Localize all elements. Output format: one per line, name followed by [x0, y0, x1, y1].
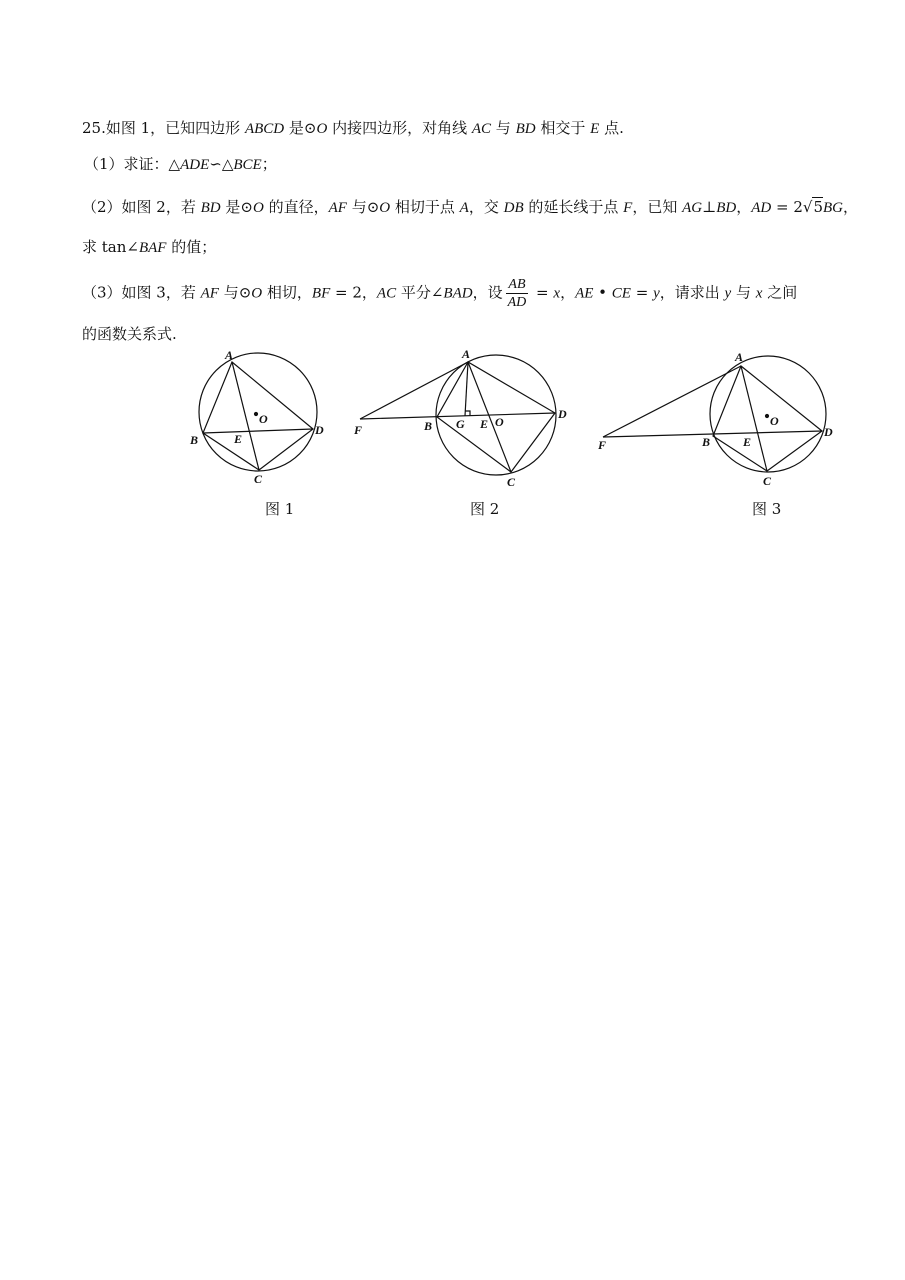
problem-intro: 25.如图 1，已知四边形 ABCD 是⊙O 内接四边形，对角线 AC 与 BD 相交于 E 点.	[82, 119, 624, 137]
fraction-ab-ad: $\frac{AB}{AD}$	[507, 277, 527, 310]
figure-3-labels	[597, 350, 833, 488]
fig1-quadrilateral	[203, 362, 313, 470]
fig3-label-a: A	[735, 350, 744, 364]
fig2-label-f: F	[354, 423, 363, 437]
fig2-label-e: E	[480, 417, 489, 431]
fig1-label-e: E	[234, 432, 243, 446]
fig1-label-o: O	[259, 412, 268, 426]
part-1: （1）求证：△ADE∽△BCE；	[84, 155, 277, 173]
fig2-label-c: C	[507, 475, 516, 489]
fig1-diagonal-ac	[232, 362, 259, 470]
fig3-label-b: B	[702, 435, 711, 449]
fig2-label-o: O	[495, 415, 504, 429]
figure-1	[199, 353, 317, 471]
figure-3-caption: 图 3	[752, 500, 782, 518]
fig1-label-b: B	[190, 433, 199, 447]
fig1-label-c: C	[254, 472, 263, 486]
fig2-label-b: B	[424, 419, 433, 433]
fig2-label-a: A	[462, 347, 471, 361]
part-3-line-1: （3）如图 3，若 AF 与⊙O 相切，BF = 2，AC 平分∠BAD，设 $\frac{AB}{AD}$ = x，AE • CE = y，请求出 y 与 x 之间	[82, 277, 798, 310]
figure-2	[360, 355, 556, 475]
fig3-label-o: O	[770, 414, 779, 428]
part-2-line-1: （2）如图 2，若 BD 是⊙O 的直径，AF 与⊙O 相切于点 A，交 DB 的延长线于点 F，已知 AG⊥BD，AD = 2√5BG，	[82, 198, 859, 216]
fig1-center-dot	[255, 413, 258, 416]
fig1-circle	[199, 353, 317, 471]
fig3-diagonal-ac	[741, 366, 767, 471]
part-3-line-2: 的函数关系式.	[82, 325, 177, 343]
fig2-label-d: D	[558, 407, 567, 421]
part-2-line-2: 求 tan∠BAF 的值；	[82, 238, 217, 256]
fig2-altitude-ag	[465, 362, 468, 416]
figure-2-caption: 图 2	[470, 500, 500, 518]
fig3-label-c: C	[763, 474, 772, 488]
fig1-label-a: A	[225, 348, 234, 362]
fig3-tangent-af	[603, 366, 741, 437]
fig3-label-d: D	[824, 425, 833, 439]
fig3-quadrilateral	[713, 366, 822, 471]
figure-1-caption: 图 1	[265, 500, 295, 518]
figure-3	[603, 356, 826, 472]
fig2-label-g: G	[456, 417, 465, 431]
fig1-diagonal-bd	[203, 429, 313, 433]
fig3-label-e: E	[743, 435, 752, 449]
fig3-center-dot	[766, 415, 769, 418]
fig1-label-d: D	[315, 423, 324, 437]
fig3-label-f: F	[598, 438, 607, 452]
